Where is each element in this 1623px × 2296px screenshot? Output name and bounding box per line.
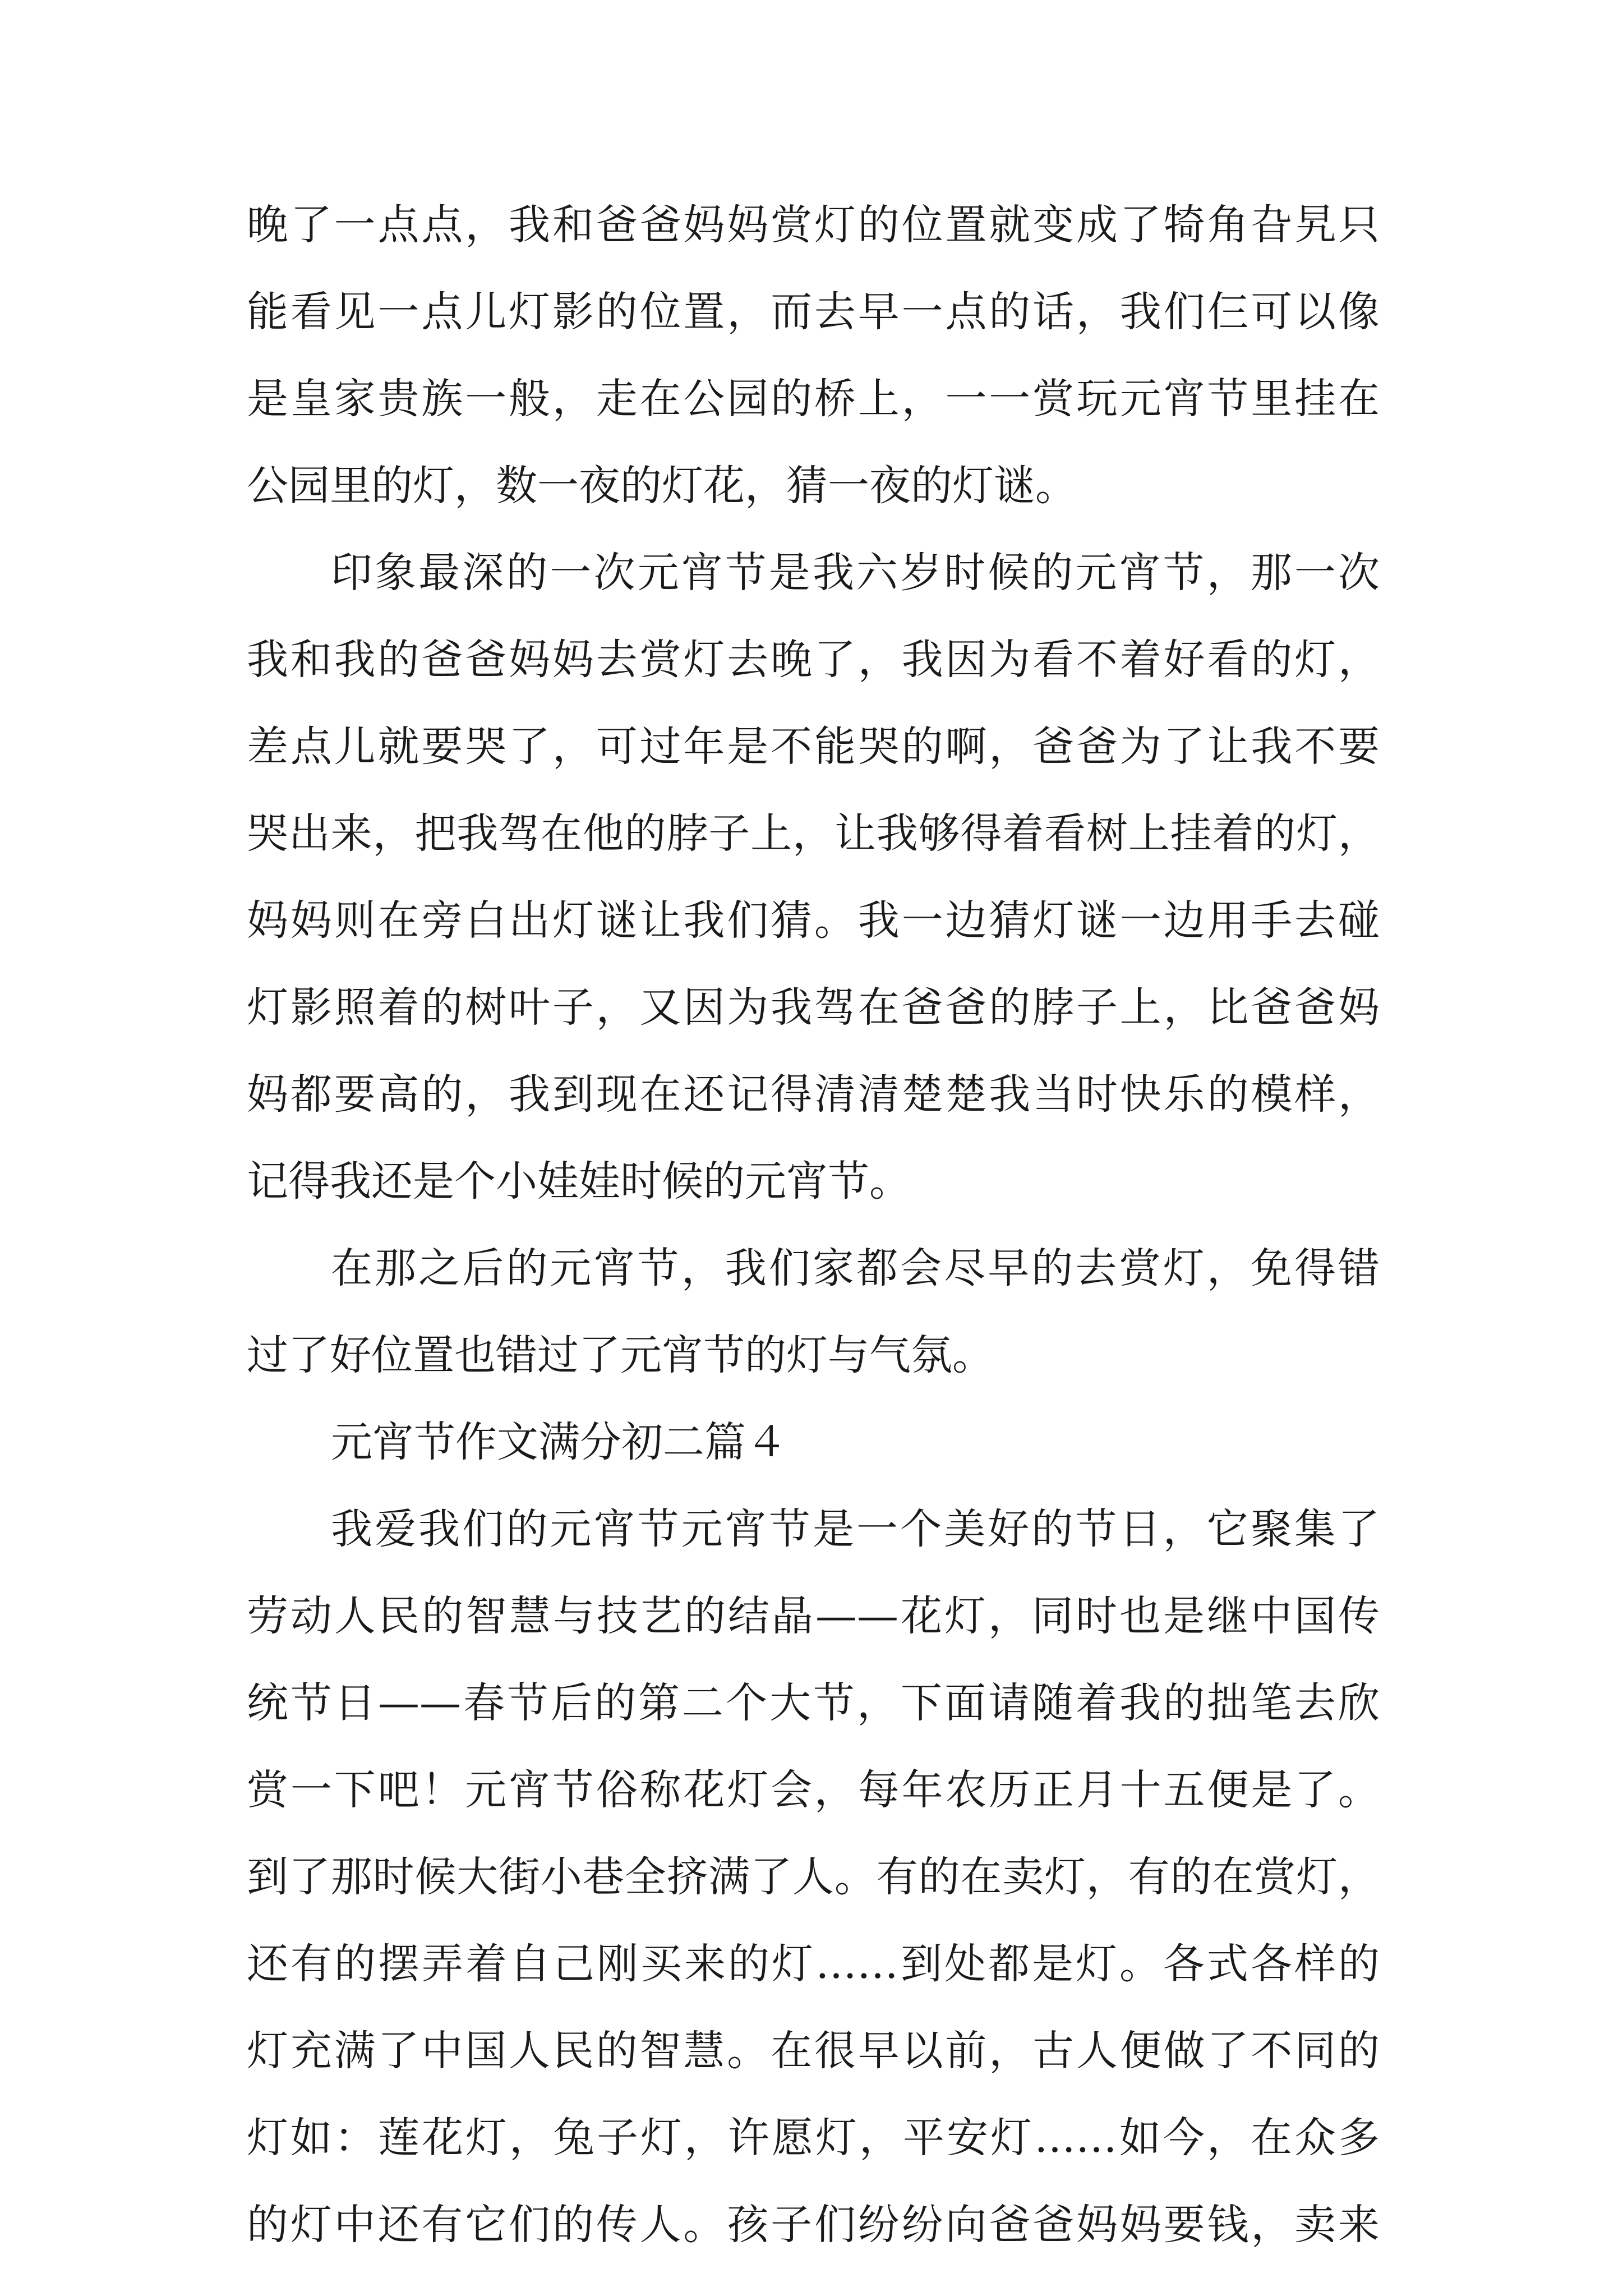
text-line: 灯影照着的树叶子，又因为我驾在爸爸的脖子上，比爸爸妈 [247,983,1380,1032]
section-heading: 元宵节作文满分初二篇４ [331,1418,787,1466]
text-line: 能看见一点儿灯影的位置，而去早一点的话，我们仨可以像 [247,288,1380,336]
text-line: 劳动人民的智慧与技艺的结晶——花灯，同时也是继中国传 [247,1592,1380,1640]
text-line: 公园里的灯，数一夜的灯花，猜一夜的灯谜。 [247,462,1077,510]
text-line: 到了那时候大街小巷全挤满了人。有的在卖灯，有的在赏灯， [247,1853,1380,1901]
text-line: 妈妈则在旁白出灯谜让我们猜。我一边猜灯谜一边用手去碰 [247,896,1380,945]
text-line: 我爱我们的元宵节元宵节是一个美好的节日，它聚集了 [331,1505,1380,1553]
text-line: 哭出来，把我驾在他的脖子上，让我够得着看树上挂着的灯， [247,809,1380,858]
text-line: 记得我还是个小娃娃时候的元宵节。 [247,1157,911,1205]
text-line: 印象最深的一次元宵节是我六岁时候的元宵节，那一次 [331,549,1380,597]
text-line: 在那之后的元宵节，我们家都会尽早的去赏灯，免得错 [331,1244,1380,1292]
text-line: 妈都要高的，我到现在还记得清清楚楚我当时快乐的模样， [247,1070,1380,1119]
text-line: 赏一下吧！元宵节俗称花灯会，每年农历正月十五便是了。 [247,1766,1380,1814]
text-line: 我和我的爸爸妈妈去赏灯去晚了，我因为看不着好看的灯， [247,636,1380,684]
text-line: 还有的摆弄着自己刚买来的灯……到处都是灯。各式各样的 [247,1940,1380,1988]
text-line: 灯如：莲花灯，兔子灯，许愿灯，平安灯……如今，在众多 [247,2114,1380,2162]
text-line: 过了好位置也错过了元宵节的灯与气氛。 [247,1331,994,1379]
text-line: 的灯中还有它们的传人。孩子们纷纷向爸爸妈妈要钱，卖来 [247,2201,1380,2249]
text-line: 差点儿就要哭了，可过年是不能哭的啊，爸爸为了让我不要 [247,723,1380,771]
text-line: 统节日——春节后的第二个大节，下面请随着我的拙笔去欣 [247,1679,1380,1727]
text-line: 是皇家贵族一般，走在公园的桥上，一一赏玩元宵节里挂在 [247,375,1380,423]
text-line: 灯充满了中国人民的智慧。在很早以前，古人便做了不同的 [247,2027,1380,2075]
text-line: 晚了一点点，我和爸爸妈妈赏灯的位置就变成了犄角旮旯只 [247,201,1380,249]
